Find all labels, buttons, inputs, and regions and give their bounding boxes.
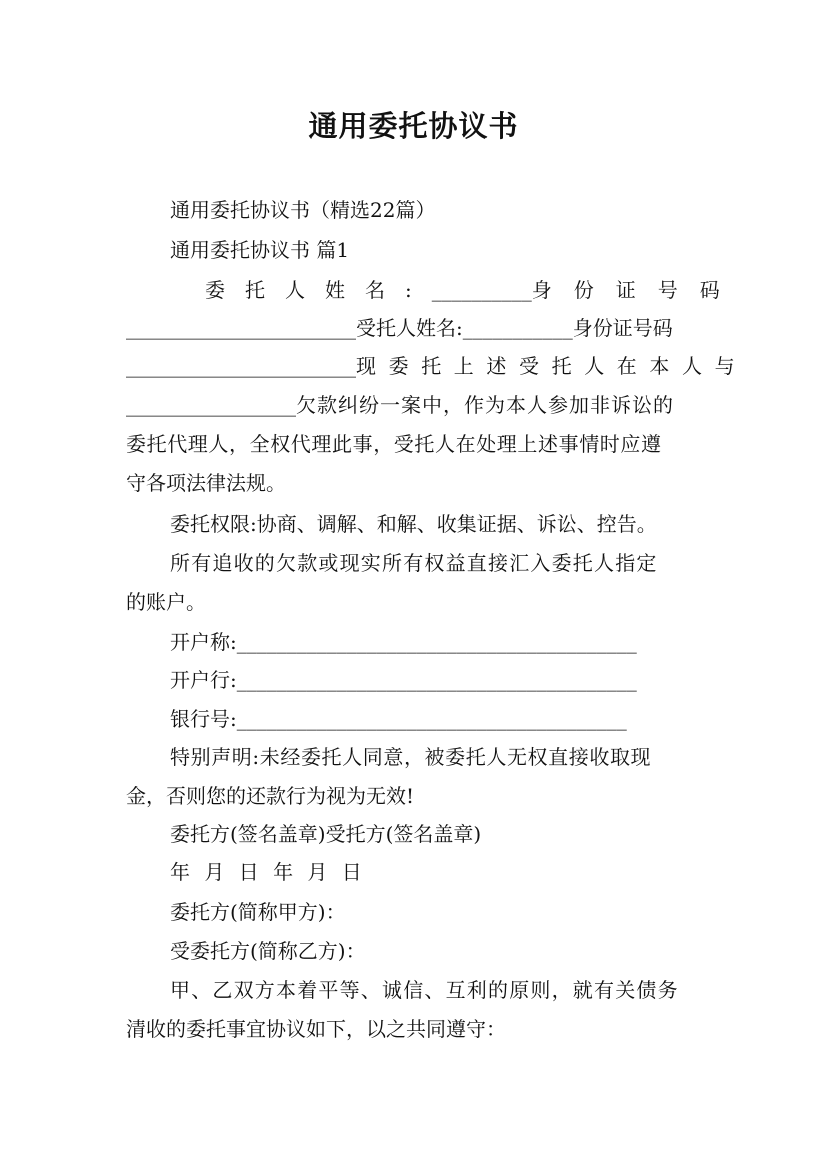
date-line: 年 月 日 年 月 日 xyxy=(170,860,362,884)
client-name-blank: __________ xyxy=(431,278,532,302)
party-b-line: 受委托方(简称乙方)： xyxy=(170,939,366,963)
agent-id-label: 身份证号码 xyxy=(572,316,673,340)
client-id-label: 身份证号码 xyxy=(531,278,742,302)
agreement-line-2: 清收的委托事宜协议如下，以之共同遵守： xyxy=(126,1017,506,1041)
dispute-line xyxy=(126,391,704,419)
chapter-heading: 通用委托协议书 篇1 xyxy=(170,238,350,262)
signature-line: 委托方(签名盖章)受托方(签名盖章) xyxy=(170,822,482,846)
entrust-text: 现委托上述受托人在本人与 xyxy=(356,354,748,378)
client-name-line xyxy=(205,276,742,304)
entrust-line xyxy=(126,352,748,380)
agent-name-blank: ___________ xyxy=(462,316,573,340)
compliance-line: 守各项法律法规。 xyxy=(126,471,286,495)
agent-id-blank: _______________________ xyxy=(126,354,356,378)
account-name-field: 开户称:________________________________________ xyxy=(170,630,637,654)
account-bank-field: 开户行:________________________________________ xyxy=(170,668,637,692)
opponent-blank: _________________ xyxy=(126,393,296,417)
party-a-line: 委托方(简称甲方)： xyxy=(170,900,346,924)
agent-name-label: 受托人姓名: xyxy=(356,316,463,340)
client-id-blank: _______________________ xyxy=(126,316,356,340)
authority-scope: 委托权限:协商、调解、和解、收集证据、诉讼、控告。 xyxy=(170,512,657,536)
recovery-line-2: 的账户。 xyxy=(126,590,206,614)
dispute-text: 欠款纠纷一案中，作为本人参加非诉讼的 xyxy=(296,393,674,417)
agreement-line-1: 甲、乙双方本着平等、诚信、互利的原则，就有关债务 xyxy=(170,978,679,1002)
special-statement-2: 金，否则您的还款行为视为无效! xyxy=(126,784,415,808)
special-statement-1: 特别声明:未经委托人同意，被委托人无权直接收取现 xyxy=(170,745,652,769)
account-number-field: 银行号:_______________________________________ xyxy=(170,707,627,731)
document-subtitle: 通用委托协议书（精选22篇） xyxy=(170,198,436,222)
document-title: 通用委托协议书 xyxy=(308,109,519,143)
client-name-label: 委托人姓名: xyxy=(205,278,432,302)
recovery-line-1: 所有追收的欠款或现实所有权益直接汇入委托人指定 xyxy=(170,551,658,575)
agency-line: 委托代理人，全权代理此事，受托人在处理上述事情时应遵 xyxy=(126,432,662,456)
agent-name-line xyxy=(126,314,704,342)
